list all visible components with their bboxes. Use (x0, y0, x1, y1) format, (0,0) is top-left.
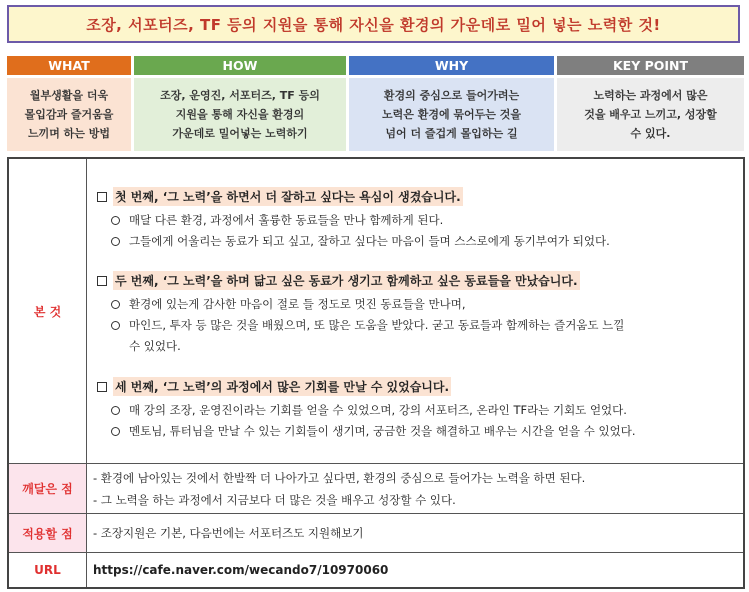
url-row (9, 553, 743, 587)
key-point-body: 노력하는 과정에서 많은 것을 배우고 느끼고, 성장할 수 있다. (557, 78, 744, 151)
list-item: - 그 노력을 하는 과정에서 지금보다 더 많은 것을 배우고 성장할 수 있다. (93, 493, 456, 507)
why-header: WHY (349, 56, 554, 75)
list-item: - 조장지원은 기본, 다음번에는 서포터즈도 지원해보기 (93, 526, 364, 540)
page-title: 조장, 서포터즈, TF 등의 지원을 통해 자신을 환경의 가운데로 밀어 넣는 노력한 것! (86, 15, 661, 34)
section-heading: 세 번째, ‘그 노력’의 과정에서 많은 기회를 만날 수 있었습니다. (113, 377, 451, 396)
why-body: 환경의 중심으로 들어가려는 노력은 환경에 묶어두는 것을 넘어 더 즐겁게 몰입하는 길 (349, 78, 554, 151)
title-banner (7, 5, 740, 43)
circle-bullet-icon (111, 321, 120, 330)
circle-bullet-icon (111, 300, 120, 309)
realized-content (87, 464, 743, 513)
seen-section-3 (97, 377, 737, 442)
why-column (349, 56, 554, 151)
list-item: 그들에게 어울리는 동료가 되고 싶고, 잘하고 싶다는 마음이 들며 스스로에게 동기부여가 되었다. (97, 231, 737, 252)
square-bullet-icon (97, 276, 107, 286)
seen-row (9, 159, 743, 464)
list-item: 매 강의 조장, 운영진이라는 기회를 얻을 수 있었으며, 강의 서포터즈, 온라인 TF라는 기회도 얻었다. (97, 400, 737, 421)
list-item: 매달 다른 환경, 과정에서 훌륭한 동료들을 만나 함께하게 된다. (97, 210, 737, 231)
circle-bullet-icon (111, 427, 120, 436)
list-item: 마인드, 투자 등 많은 것을 배웠으며, 또 많은 도움을 받았다. 굳고 동료들과 함께하는 즐거움도 느낄 수 있었다. (97, 315, 737, 357)
square-bullet-icon (97, 192, 107, 202)
list-item: - 환경에 남아있는 것에서 한발짝 더 나아가고 싶다면, 환경의 중심으로 들어가는 노력을 하면 된다. (93, 471, 586, 485)
apply-content (87, 514, 743, 552)
apply-label: 적용할 점 (9, 514, 87, 552)
key-point-header: KEY POINT (557, 56, 744, 75)
url-content (87, 553, 743, 587)
url-link[interactable]: https://cafe.naver.com/wecando7/10970060 (93, 563, 389, 577)
section-heading: 첫 번째, ‘그 노력’을 하면서 더 잘하고 싶다는 욕심이 생겼습니다. (113, 187, 463, 206)
what-column (7, 56, 131, 151)
circle-bullet-icon (111, 237, 120, 246)
section-heading: 두 번째, ‘그 노력’을 하며 닮고 싶은 동료가 생기고 함께하고 싶은 동료들을 만났습니다. (113, 271, 580, 290)
list-item: 환경에 있는게 감사한 마음이 절로 들 정도로 멋진 동료들을 만나며, (97, 294, 737, 315)
square-bullet-icon (97, 382, 107, 392)
how-header: HOW (134, 56, 346, 75)
what-body: 월부생활을 더욱 몰입감과 즐거움을 느끼며 하는 방법 (7, 78, 131, 151)
how-body: 조장, 운영진, 서포터즈, TF 등의 지원을 통해 자신을 환경의 가운데로 밀어넣는 노력하기 (134, 78, 346, 151)
seen-content (87, 159, 743, 463)
seen-section-1 (97, 187, 737, 252)
realized-label: 깨달은 점 (9, 464, 87, 513)
circle-bullet-icon (111, 216, 120, 225)
how-column (134, 56, 346, 151)
list-item: 멘토님, 튜터님을 만날 수 있는 기회들이 생기며, 궁금한 것을 해결하고 배우는 시간을 얻을 수 있었다. (97, 421, 737, 442)
key-point-column (557, 56, 744, 151)
seen-label: 본 것 (9, 159, 87, 463)
what-header: WHAT (7, 56, 131, 75)
apply-row (9, 514, 743, 553)
realized-row (9, 464, 743, 514)
circle-bullet-icon (111, 406, 120, 415)
notes-table (7, 157, 745, 589)
summary-table (7, 56, 744, 151)
url-label: URL (9, 553, 87, 587)
seen-section-2 (97, 271, 737, 357)
